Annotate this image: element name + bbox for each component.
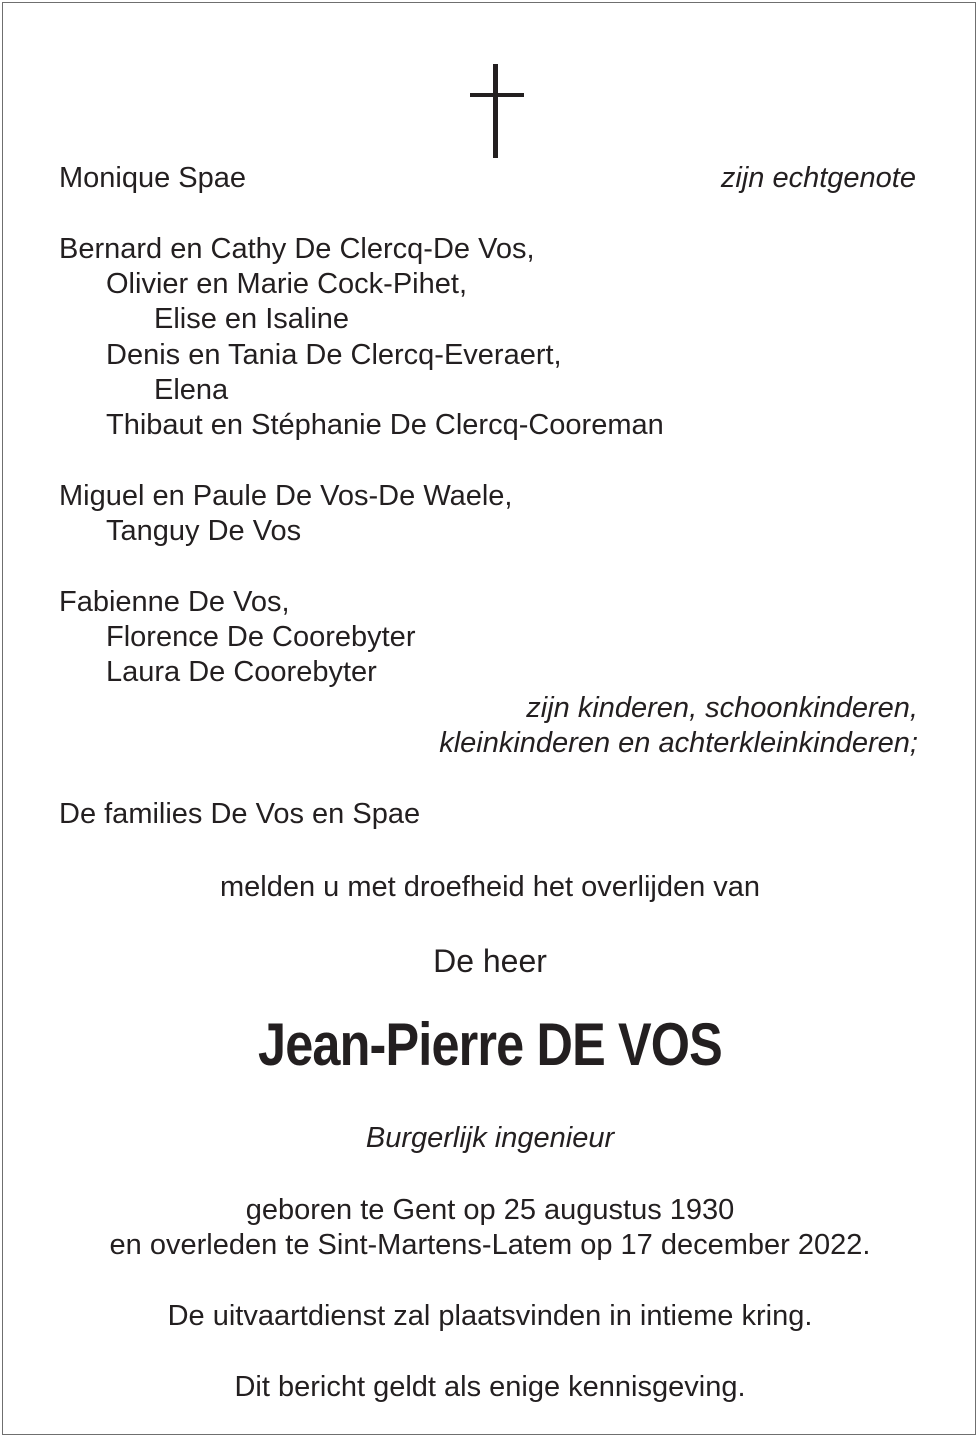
- spouse-name: Monique Spae: [59, 162, 247, 194]
- service-line: De uitvaartdienst zal plaatsvinden in intieme kring.: [167, 1300, 813, 1332]
- family-line: Thibaut en Stéphanie De Clercq-Cooreman: [106, 409, 664, 441]
- children-role: zijn kinderen, schoonkinderen,: [526, 692, 918, 724]
- family-line: Florence De Coorebyter: [106, 621, 416, 653]
- death-line: en overleden te Sint-Martens-Latem op 17 december 2022.: [109, 1229, 871, 1261]
- children-role: kleinkinderen en achterkleinkinderen;: [439, 727, 918, 759]
- birth-line: geboren te Gent op 25 augustus 1930: [245, 1194, 735, 1226]
- family-line: Miguel en Paule De Vos-De Waele,: [59, 480, 513, 512]
- family-line: Elena: [154, 374, 229, 406]
- families-line: De families De Vos en Spae: [59, 798, 421, 830]
- announcement: melden u met droefheid het overlijden van: [219, 871, 761, 903]
- family-line: Tanguy De Vos: [106, 515, 302, 547]
- deceased-name: Jean-Pierre DE VOS: [258, 1011, 722, 1078]
- family-line: Olivier en Marie Cock-Pihet,: [106, 268, 467, 300]
- notice-line: Dit bericht geldt als enige kennisgeving.: [234, 1371, 746, 1403]
- spouse-role: zijn echtgenote: [720, 162, 916, 194]
- profession: Burgerlijk ingenieur: [365, 1122, 615, 1154]
- family-line: Denis en Tania De Clercq-Everaert,: [106, 339, 562, 371]
- family-line: Elise en Isaline: [154, 303, 350, 335]
- family-line: Fabienne De Vos,: [59, 586, 290, 618]
- honorific: De heer: [433, 943, 547, 979]
- family-line: Laura De Coorebyter: [106, 656, 377, 688]
- cross-icon: [470, 64, 524, 158]
- family-line: Bernard en Cathy De Clercq-De Vos,: [59, 233, 535, 265]
